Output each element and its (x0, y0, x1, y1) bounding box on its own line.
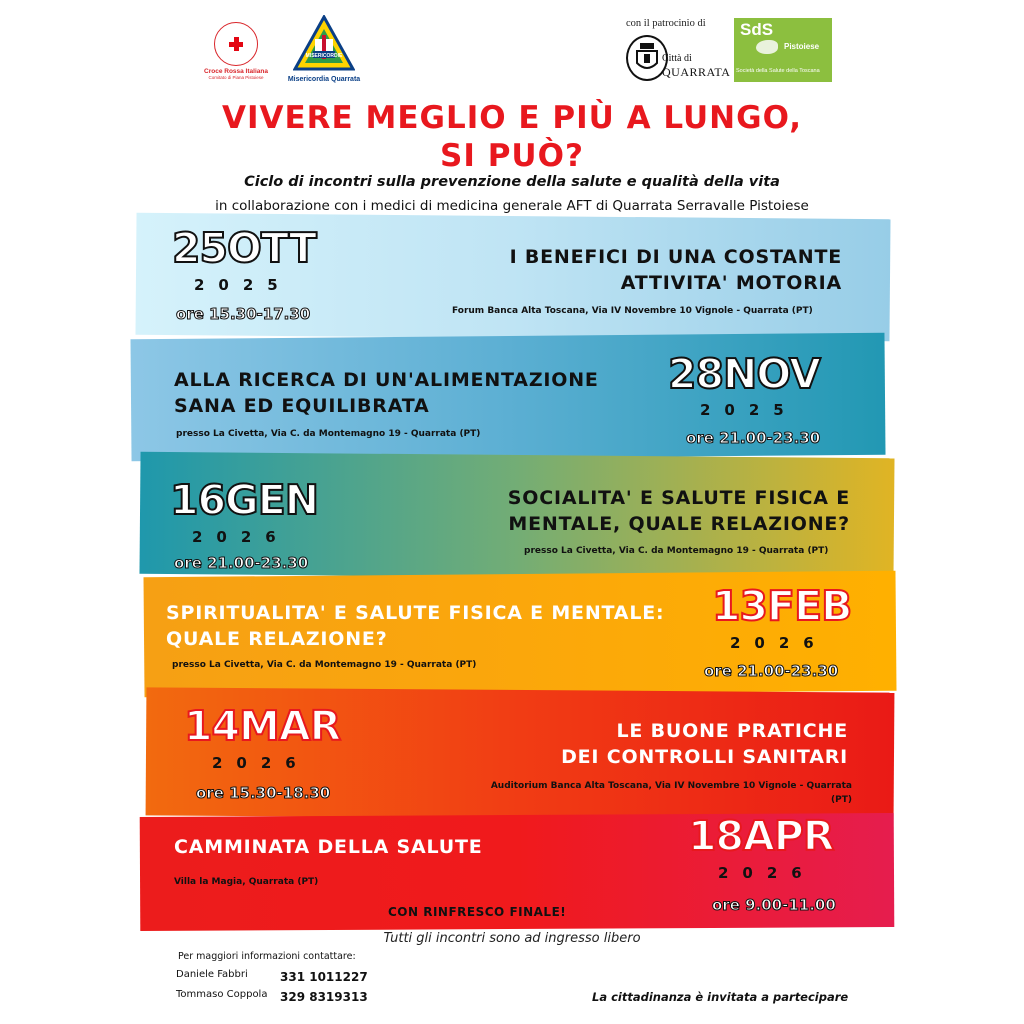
event-time: ore 21.00-23.30 (704, 662, 839, 680)
main-title-line1: VIVERE MEGLIO E PIÙ A LUNGO, (221, 100, 803, 136)
event-date: 14MAR (184, 702, 341, 750)
event-date: 16GEN (170, 476, 319, 524)
event-place-line1: Auditorium Banca Alta Toscana, Via IV Novembre 10 Vignole - Quarrata (490, 781, 852, 791)
event-place: presso La Civetta, Via C. da Montemagno 19 - Quarrata (PT) (176, 429, 481, 439)
event-title-line2: SANA ED EQUILIBRATA (174, 395, 430, 417)
sds-mark: SdS (740, 20, 774, 39)
sds-subtext: Società della Salute della Toscana (736, 68, 820, 74)
event-title (508, 485, 850, 537)
event-date: 13FEB (712, 582, 852, 630)
sds-logo (734, 18, 832, 82)
event-time: ore 15.30-18.30 (196, 784, 331, 802)
cri-logo-subtext: Comitato di Piana Pistoiese (208, 75, 264, 80)
event-title-line2: MENTALE, QUALE RELAZIONE? (508, 513, 850, 535)
event-title-line1: SOCIALITA' E SALUTE FISICA E (507, 487, 850, 509)
event-date: 28NOV (668, 350, 820, 398)
patrocinio-label: con il patrocinio di (626, 18, 706, 29)
collaboration-line: in collaborazione con i medici di medicina generale AFT di Quarrata Serravalle Pistoiese (215, 198, 809, 214)
invitation-line: La cittadinanza è invitata a partecipare (592, 990, 849, 1004)
rinfresco-note: CON RINFRESCO FINALE! (388, 905, 567, 919)
free-entry-note: Tutti gli incontri sono ad ingresso libero (383, 931, 641, 946)
contact-name: Tommaso Coppola (176, 989, 268, 1000)
event-title (174, 367, 599, 419)
event-title (166, 600, 664, 652)
main-title-line2: SI PUÒ? (440, 138, 584, 174)
event-year: 2025 (700, 401, 798, 419)
info-header: Per maggiori informazioni contattare: (178, 951, 356, 962)
quarrata-big-text: QUARRATA (662, 65, 731, 79)
event-year: 2025 (194, 276, 292, 294)
event-title-line2: DEI CONTROLLI SANITARI (561, 746, 848, 768)
misericordia-triangle-icon (293, 15, 355, 71)
event-title (561, 718, 848, 770)
event-date: 18APR (688, 812, 834, 860)
event-time: ore 9.00-11.00 (712, 896, 836, 914)
event-title-line1: ALLA RICERCA DI UN'ALIMENTAZIONE (174, 369, 599, 391)
event-title-line1: LE BUONE PRATICHE (616, 720, 848, 742)
contact-phone: 329 8319313 (280, 990, 368, 1004)
event-title-line1: CAMMINATA DELLA SALUTE (174, 836, 483, 858)
cri-logo-text: Croce Rossa Italiana (204, 68, 268, 75)
event-place (491, 779, 852, 807)
event-title (510, 244, 842, 296)
contact-name: Daniele Fabbri (176, 969, 248, 980)
event-title-line2: QUALE RELAZIONE? (166, 628, 388, 650)
event-place: Forum Banca Alta Toscana, Via IV Novembre 10 Vignole - Quarrata (PT) (452, 306, 813, 316)
event-date: 25OTT (172, 224, 316, 272)
event-title-line1: SPIRITUALITA' E SALUTE FISICA E MENTALE: (166, 602, 665, 624)
event-time: ore 21.00-23.30 (174, 554, 309, 572)
event-place: presso La Civetta, Via C. da Montemagno 19 - Quarrata (PT) (172, 660, 477, 670)
event-year: 2026 (192, 528, 290, 546)
event-time: ore 15.30-17.30 (176, 305, 311, 323)
red-cross-icon (214, 22, 258, 66)
svg-text:MISERICORDIE: MISERICORDIE (305, 53, 343, 59)
event-year: 2026 (212, 754, 310, 772)
event-time: ore 21.00-23.30 (686, 429, 821, 447)
misericordia-logo (284, 15, 364, 87)
sds-pistoiese: Pistoiese (784, 42, 820, 51)
event-place: Villa la Magia, Quarrata (PT) (174, 877, 319, 887)
croce-rossa-logo (203, 22, 269, 82)
contact-phone: 331 1011227 (280, 970, 368, 984)
subtitle: Ciclo di incontri sulla prevenzione della salute e qualità della vita (244, 174, 780, 190)
event-place: presso La Civetta, Via C. da Montemagno 19 - Quarrata (PT) (524, 546, 829, 556)
event-year: 2026 (730, 634, 828, 652)
event-place-line2: (PT) (831, 795, 852, 805)
event-title-line1: I BENEFICI DI UNA COSTANTE (509, 246, 842, 268)
event-title (174, 834, 483, 860)
quarrata-small-text: Città di (662, 53, 692, 64)
event-title-line2: ATTIVITA' MOTORIA (620, 272, 842, 294)
misericordia-text: Misericordia Quarrata (287, 76, 361, 83)
quarrata-logo (626, 35, 731, 83)
bird-icon (756, 40, 778, 54)
event-year: 2026 (718, 864, 816, 882)
